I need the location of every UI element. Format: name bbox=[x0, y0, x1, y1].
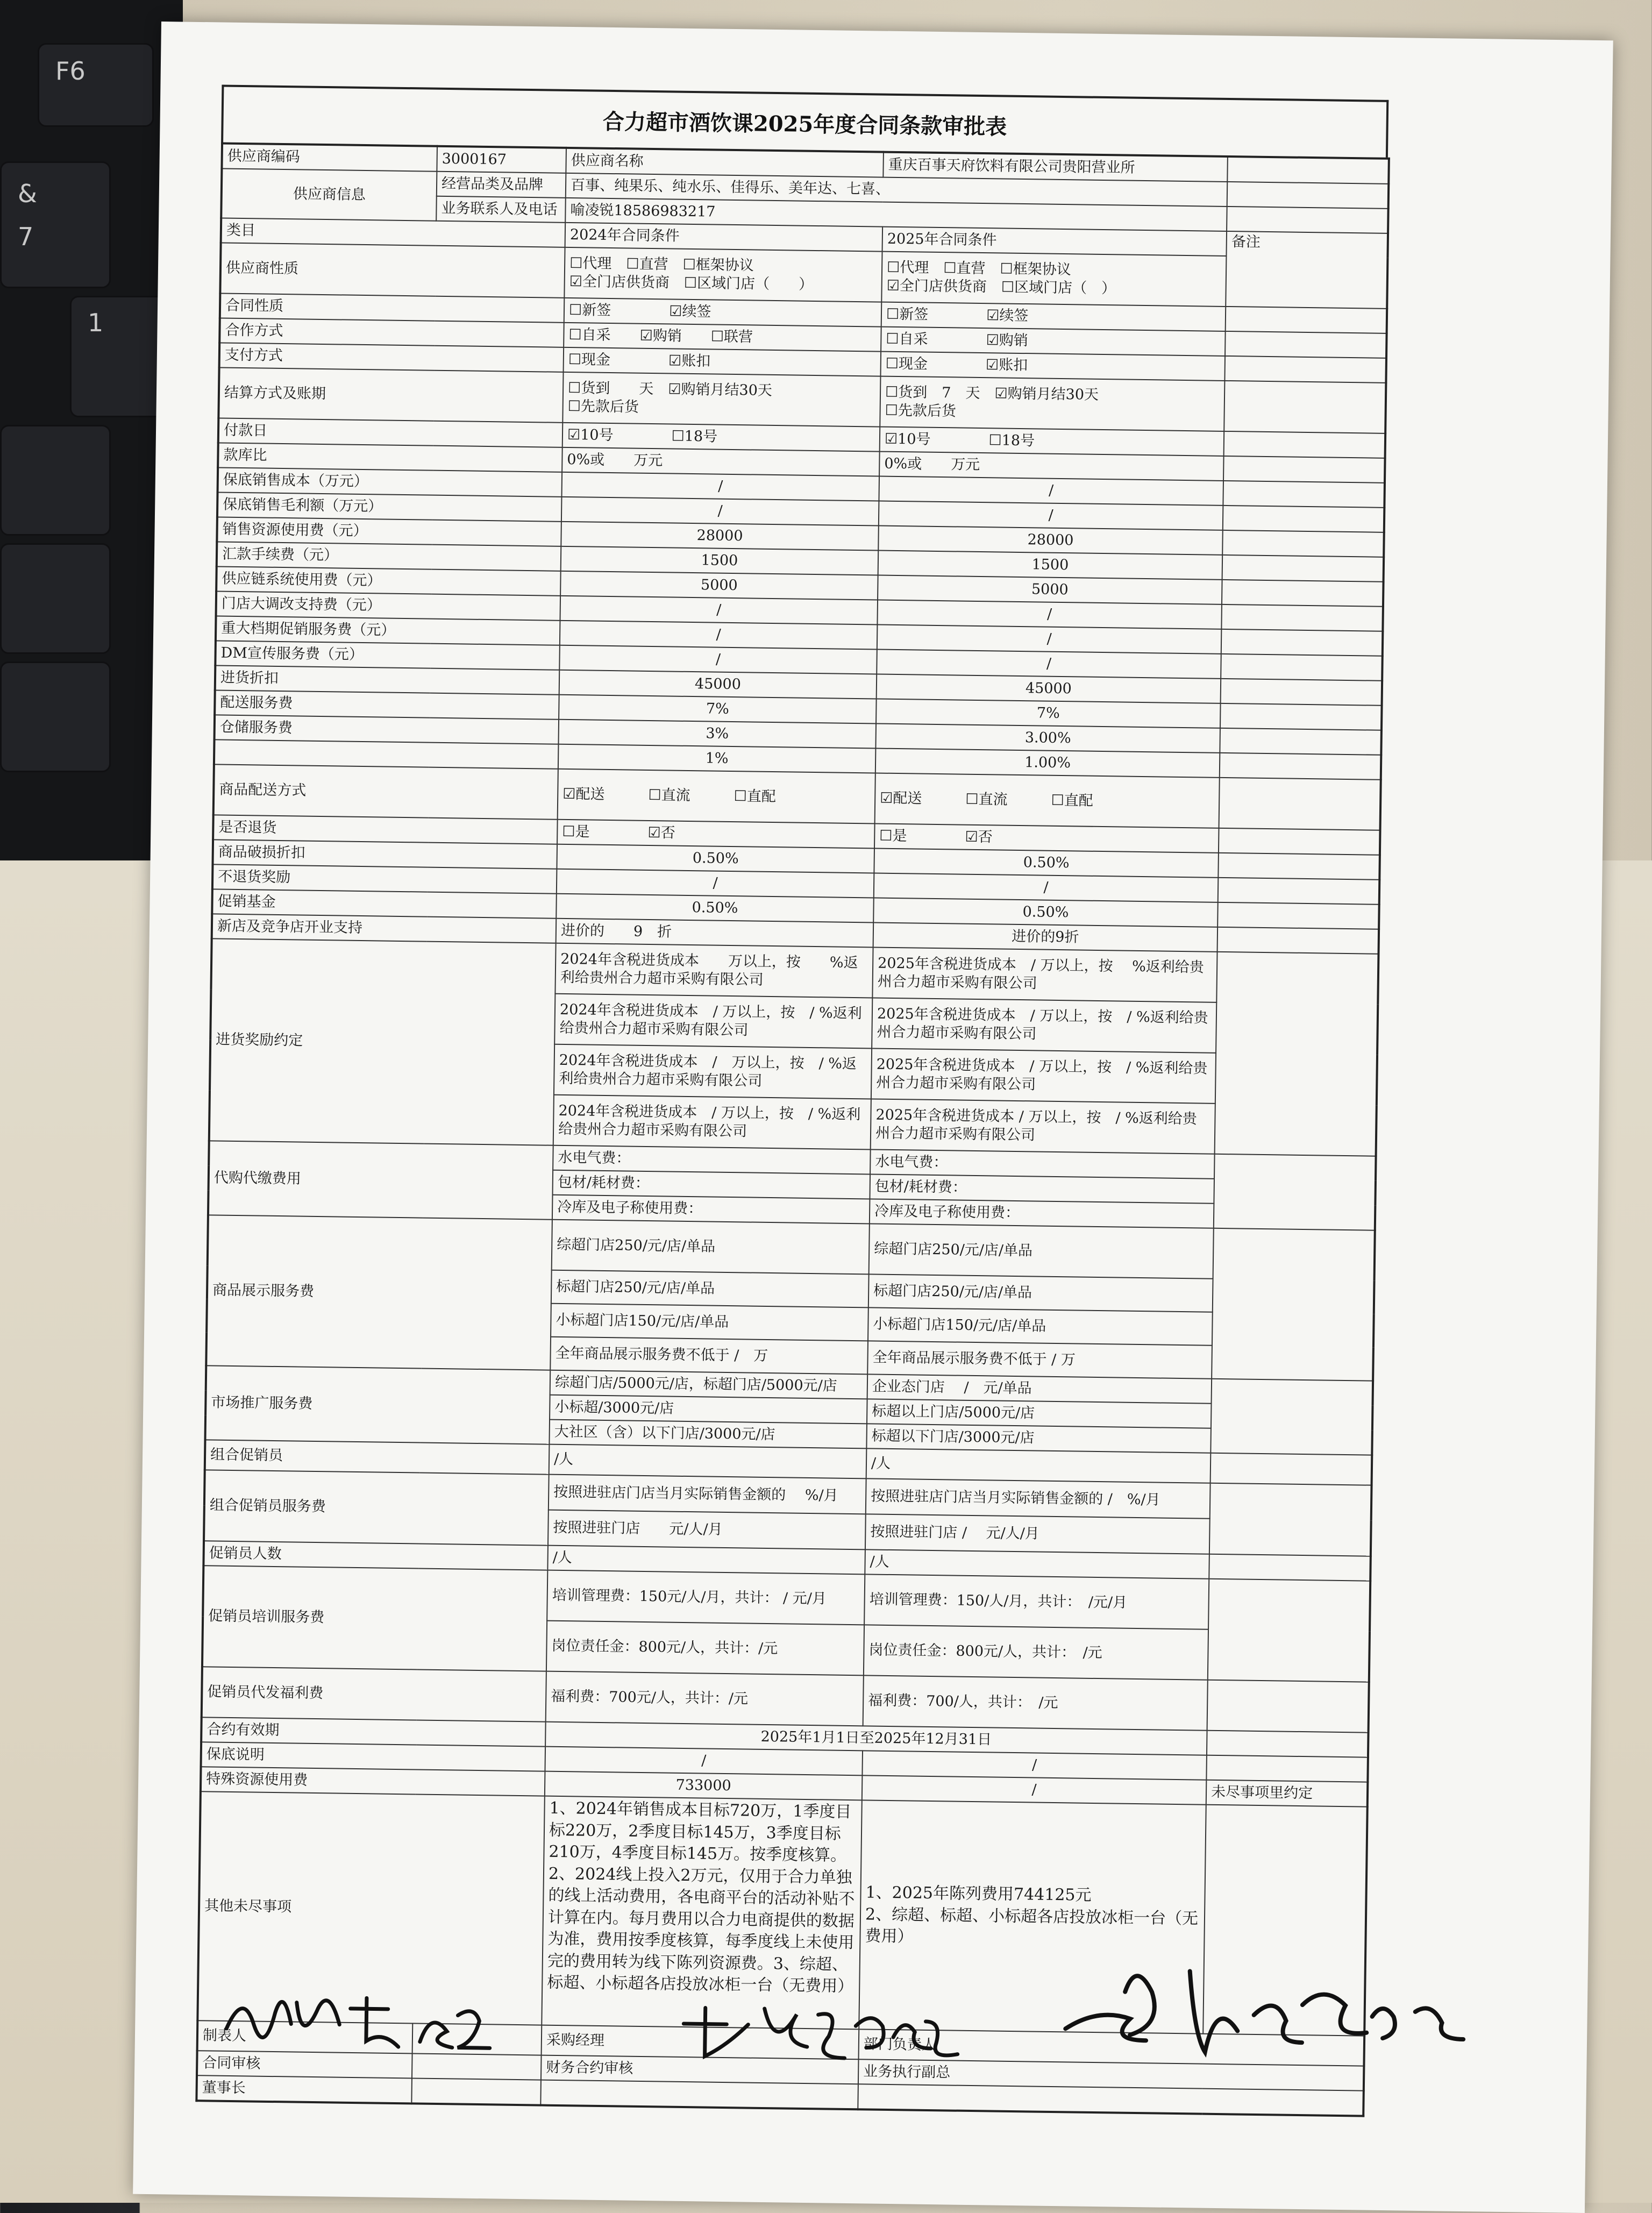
row-label: 促销基金 bbox=[212, 889, 557, 918]
rebate-2024: 2024年含税进货成本 / 万以上，按 / %返利给贵州合力超市采购有限公司 bbox=[554, 994, 872, 1049]
blank-cell bbox=[1209, 1483, 1372, 1556]
blank-cell bbox=[1221, 654, 1383, 681]
value-2025: 0.50% bbox=[874, 848, 1219, 877]
market-2024: 综超门店/5000元/店，标超门店/5000元/店 bbox=[550, 1370, 868, 1399]
key-one-label: 1 bbox=[88, 308, 104, 337]
supplier-code-label: 供应商编码 bbox=[222, 143, 437, 171]
row-label: 供应链系统使用费（元） bbox=[216, 566, 561, 595]
value-2024: ☐现金 ☑账扣 bbox=[564, 347, 881, 376]
nature-2024-line2: ☑全门店供货商 ☐区域门店（ ） bbox=[569, 273, 814, 293]
blank-cell bbox=[1207, 1731, 1369, 1757]
market-2025: 企业态门店 / 元/单品 bbox=[867, 1374, 1212, 1403]
promoter-fee-label: 组合促销员服务费 bbox=[204, 1470, 549, 1545]
blank-cell bbox=[1224, 431, 1386, 458]
category-header: 类目 bbox=[221, 218, 566, 247]
key-row bbox=[0, 425, 111, 536]
brands-label: 经营品类及品牌 bbox=[437, 172, 566, 198]
welfare-2025: 福利费：700/人，共计： /元 bbox=[863, 1675, 1208, 1730]
value-2024: / bbox=[561, 472, 879, 501]
row-label: 合作方式 bbox=[219, 318, 564, 347]
training-2025: 岗位责任金：800元/人，共计： /元 bbox=[864, 1625, 1208, 1680]
value-2025: / bbox=[877, 650, 1221, 679]
blank-cell bbox=[1222, 530, 1384, 557]
value-2024: / bbox=[559, 645, 877, 674]
value-2024: / bbox=[557, 869, 874, 898]
display-label: 商品展示服务费 bbox=[206, 1215, 552, 1370]
display-2025: 标超门店250/元/店/单品 bbox=[868, 1274, 1213, 1312]
value-2025: / bbox=[877, 600, 1222, 629]
header-2024: 2024年合同条件 bbox=[565, 223, 883, 252]
guarantee-2024: / bbox=[545, 1747, 863, 1776]
rebate-2024: 2024年含税进货成本 / 万以上，按 / %返利给贵州合力超市采购有限公司 bbox=[554, 1044, 872, 1099]
display-2025: 全年商品展示服务费不低于 / 万 bbox=[867, 1341, 1212, 1378]
blank-cell bbox=[1214, 1154, 1376, 1230]
value-2024: 0.50% bbox=[556, 894, 874, 923]
other-2025: 1、2025年陈列费用744125元 2、综超、标超、小标超各店投放冰柜一台（无费用） bbox=[859, 1800, 1206, 2033]
promoter-2024: /人 bbox=[549, 1445, 867, 1479]
blank-cell bbox=[1221, 604, 1383, 631]
agency-label: 代购代缴费用 bbox=[208, 1141, 553, 1219]
rebate-2024: 2024年含税进货成本 万以上，按 %返利给贵州合力超市采购有限公司 bbox=[555, 943, 873, 998]
blank-cell bbox=[1218, 853, 1380, 880]
remark-header: 备注 bbox=[1226, 231, 1388, 309]
nature-2024 bbox=[564, 247, 882, 302]
blank-cell bbox=[1220, 753, 1382, 780]
blank-cell bbox=[1219, 778, 1381, 830]
value-2024: 7% bbox=[559, 695, 877, 724]
value-2025: 7% bbox=[876, 699, 1221, 728]
return-2025: ☐是 ☑否 bbox=[874, 823, 1219, 852]
blank-cell bbox=[1224, 356, 1386, 383]
blank-cell bbox=[1206, 1755, 1368, 1782]
promoter-count-2025: /人 bbox=[865, 1549, 1209, 1578]
display-2024: 标超门店250/元/店/单品 bbox=[551, 1270, 869, 1308]
value-2025: 28000 bbox=[878, 526, 1223, 555]
agency-2025: 包材/耗材费： bbox=[870, 1174, 1214, 1203]
supplier-name-label: 供应商名称 bbox=[566, 148, 884, 177]
rebate-label: 进货奖励约定 bbox=[209, 938, 556, 1145]
blank-cell bbox=[1225, 331, 1387, 358]
display-2025: 小标超门店150/元/店/单品 bbox=[868, 1307, 1213, 1345]
rebate-2024: 2024年含税进货成本 / 万以上，按 / %返利给贵州合力超市采购有限公司 bbox=[553, 1095, 871, 1150]
blank-cell bbox=[1223, 456, 1385, 483]
new-store-label: 新店及竞争店开业支持 bbox=[212, 914, 557, 943]
rebate-2025: 2025年含税进货成本 / 万以上，按 / %返利给贵州合力超市采购有限公司 bbox=[871, 1048, 1216, 1103]
nature-label: 供应商性质 bbox=[220, 243, 565, 297]
key-row bbox=[0, 543, 111, 654]
value-2024: ☐新签 ☑续签 bbox=[564, 298, 882, 327]
value-2024: 28000 bbox=[561, 522, 879, 551]
value-2024: 0.50% bbox=[557, 844, 874, 873]
value-2025: ☐新签 ☑续签 bbox=[881, 302, 1226, 331]
settle-2025-line1: ☐货到 7 天 ☑购销月结30天 bbox=[885, 383, 1099, 404]
value-2025: / bbox=[879, 476, 1223, 506]
agency-2024: 冷库及电子称使用费： bbox=[552, 1195, 870, 1224]
settle-2024 bbox=[562, 372, 880, 427]
row-label: 不退货奖励 bbox=[212, 864, 557, 893]
buyer-signature bbox=[672, 1991, 974, 2070]
return-label: 是否退货 bbox=[213, 815, 558, 844]
key-row bbox=[0, 661, 111, 772]
blank-cell bbox=[1217, 927, 1379, 954]
blank-cell bbox=[1227, 156, 1389, 184]
blank-cell bbox=[411, 2078, 541, 2105]
blank-cell bbox=[1210, 1379, 1373, 1455]
finance-label: 财务合约审核 bbox=[541, 2055, 859, 2084]
blank-cell bbox=[1227, 182, 1389, 209]
row-label: DM宣传服务费（元） bbox=[215, 641, 560, 670]
value-2024: ☐自采 ☑购销 ☐联营 bbox=[564, 323, 881, 352]
new-store-2025: 进价的9折 bbox=[873, 922, 1218, 951]
contract-label: 合同审核 bbox=[197, 2051, 412, 2078]
brands-value: 百事、纯果乐、纯水乐、佳得乐、美年达、七喜、 bbox=[566, 173, 1227, 207]
promoter-count-2024: /人 bbox=[547, 1546, 865, 1575]
pay-day-2024: ☑10号 ☐18号 bbox=[562, 423, 880, 452]
promoter-fee-2024: 按照进驻门店 元/人/月 bbox=[548, 1510, 866, 1550]
value-2025: 3.00% bbox=[875, 724, 1220, 753]
value-2024: 1% bbox=[558, 744, 876, 773]
agency-2024: 水电气费： bbox=[553, 1145, 871, 1175]
maker-label: 制表人 bbox=[197, 2020, 413, 2053]
blank-cell bbox=[1222, 580, 1384, 607]
row-label: 仓储服务费 bbox=[215, 715, 559, 744]
supplier-code: 3000167 bbox=[437, 146, 566, 173]
rebate-2025: 2025年含税进货成本 / 万以上，按 / %返利给贵州合力超市采购有限公司 bbox=[871, 1099, 1215, 1154]
row-label: 支付方式 bbox=[219, 343, 564, 372]
display-2024: 综超门店250/元/店/单品 bbox=[552, 1220, 870, 1275]
validity-label: 合约有效期 bbox=[201, 1717, 546, 1746]
blank-cell bbox=[1207, 1680, 1369, 1733]
special-2024: 733000 bbox=[545, 1771, 863, 1801]
promoter-label: 组合促销员 bbox=[205, 1440, 550, 1474]
value-2025: / bbox=[874, 873, 1219, 902]
welfare-label: 促销员代发福利费 bbox=[202, 1667, 546, 1721]
promoter-fee-2025: 按照进驻店门店当月实际销售金额的 / %/月 bbox=[866, 1478, 1210, 1518]
nature-2025 bbox=[881, 252, 1226, 307]
training-2024: 岗位责任金：800元/人，共计：/元 bbox=[546, 1621, 864, 1676]
row-label: 重大档期促销服务费（元） bbox=[216, 616, 560, 645]
key-f6 bbox=[38, 43, 154, 127]
blank-cell bbox=[1223, 481, 1385, 508]
pay-day-label: 付款日 bbox=[218, 418, 563, 447]
nature-2024-line1: ☐代理 ☐直营 ☐框架协议 bbox=[569, 255, 754, 274]
paper-sheet bbox=[133, 22, 1613, 2213]
value-2024: 45000 bbox=[559, 670, 877, 699]
value-2025: 0.50% bbox=[873, 898, 1218, 927]
blank-cell bbox=[1221, 629, 1383, 656]
row-label: 合同性质 bbox=[220, 293, 565, 322]
settle-2025-line2: ☐先款后货 bbox=[885, 402, 957, 420]
contact-value: 喻凌锐18586983217 bbox=[565, 198, 1227, 231]
row-label: 门店大调改支持费（元） bbox=[216, 591, 561, 620]
supplier-info-label: 供应商信息 bbox=[221, 168, 437, 220]
promoter-fee-2024: 按照进驻店门店当月实际销售金额的 %/月 bbox=[549, 1475, 866, 1514]
new-store-2024: 进价的 9 折 bbox=[556, 919, 874, 948]
key-f6-label: F6 bbox=[55, 56, 86, 86]
guarantee-label: 保底说明 bbox=[201, 1742, 546, 1771]
return-2024: ☐是 ☑否 bbox=[557, 820, 875, 849]
blank-cell bbox=[1215, 952, 1379, 1156]
key-seven-label: 7 bbox=[18, 222, 34, 251]
market-2025: 标超以上门店/5000元/店 bbox=[867, 1399, 1212, 1428]
value-2025: 45000 bbox=[877, 674, 1221, 703]
blank-cell bbox=[1227, 207, 1388, 233]
stock-ratio-2025: 0%或 万元 bbox=[879, 452, 1224, 481]
row-label: 保底销售成本（万元） bbox=[218, 467, 562, 496]
rebate-2025: 2025年含税进货成本 / 万以上，按 %返利给贵州合力超市采购有限公司 bbox=[872, 947, 1217, 1002]
value-2025: / bbox=[877, 625, 1222, 654]
row-label: 商品破损折扣 bbox=[212, 839, 557, 869]
value-2025: ☐自采 ☑购销 bbox=[881, 327, 1226, 356]
value-2025: ☐现金 ☑账扣 bbox=[880, 352, 1225, 381]
training-2025: 培训管理费：150/人/月，共计： /元/月 bbox=[864, 1574, 1209, 1629]
blank-cell bbox=[1217, 902, 1379, 929]
display-2025: 综超门店250/元/店/单品 bbox=[869, 1223, 1214, 1278]
row-label: 保底销售毛利额（万元） bbox=[217, 492, 562, 521]
blank-cell bbox=[1226, 307, 1387, 333]
blank-cell bbox=[1222, 555, 1384, 582]
training-2024: 培训管理费：150元/人/月，共计： / 元/月 bbox=[547, 1570, 865, 1625]
market-2024: 小标超/3000元/店 bbox=[550, 1395, 867, 1424]
promoter-fee-2025: 按照进驻门店 / 元/人/月 bbox=[865, 1514, 1210, 1554]
contact-label: 业务联系人及电话 bbox=[436, 196, 566, 223]
buyer-label: 采购经理 bbox=[542, 2025, 859, 2060]
blank-cell bbox=[1210, 1453, 1372, 1485]
special-2025: / bbox=[862, 1775, 1207, 1804]
row-label bbox=[214, 739, 559, 768]
settle-2024-line1: ☐货到 天 ☑购销月结30天 bbox=[567, 380, 773, 400]
guarantee-2025: / bbox=[862, 1751, 1207, 1780]
blank-cell bbox=[1212, 1228, 1375, 1381]
value-2024: 1500 bbox=[561, 546, 879, 575]
delivery-label: 商品配送方式 bbox=[213, 764, 558, 819]
market-2025: 标超以下门店/3000元/店 bbox=[866, 1424, 1211, 1453]
blank-cell bbox=[1219, 828, 1380, 855]
agency-2024: 包材/耗材费： bbox=[553, 1170, 871, 1199]
stock-ratio-2024: 0%或 万元 bbox=[562, 447, 880, 476]
row-label: 销售资源使用费（元） bbox=[217, 517, 561, 546]
maker-signature bbox=[216, 1980, 518, 2059]
special-label: 特殊资源使用费 bbox=[201, 1767, 545, 1796]
promoter-2025: /人 bbox=[866, 1448, 1211, 1483]
nature-2025-line1: ☐代理 ☐直营 ☐框架协议 bbox=[886, 259, 1071, 279]
blank-cell bbox=[540, 2080, 858, 2110]
stock-ratio-label: 款库比 bbox=[218, 443, 562, 472]
delivery-2025: ☑配送 ☐直流 ☐直配 bbox=[875, 773, 1220, 828]
value-2024: 3% bbox=[558, 720, 876, 749]
row-label: 汇款手续费（元） bbox=[217, 542, 561, 571]
market-2024: 大社区（含）以下门店/3000元/店 bbox=[549, 1420, 867, 1449]
training-label: 促销员培训服务费 bbox=[202, 1566, 547, 1671]
supplier-name: 重庆百事天府饮料有限公司贵阳营业所 bbox=[883, 152, 1228, 182]
blank-cell bbox=[1221, 679, 1383, 706]
display-2024: 小标超门店150/元/店/单品 bbox=[551, 1304, 868, 1341]
row-label: 进货折扣 bbox=[215, 665, 560, 694]
value-2025: 5000 bbox=[878, 575, 1222, 604]
blank-cell bbox=[1220, 703, 1382, 730]
other-label: 其他未尽事项 bbox=[197, 1791, 545, 2025]
value-2024: / bbox=[560, 621, 878, 650]
blank-cell bbox=[1223, 506, 1385, 532]
blank-cell bbox=[1209, 1554, 1371, 1581]
validity-value: 2025年1月1日至2025年12月31日 bbox=[545, 1722, 1207, 1755]
dept-label: 部门负责人 bbox=[859, 2029, 1365, 2066]
blank-cell bbox=[1208, 1579, 1370, 1682]
row-label: 配送服务费 bbox=[215, 690, 559, 719]
pay-day-2025: ☑10号 ☐18号 bbox=[880, 427, 1224, 456]
key-amp-label: & bbox=[18, 179, 37, 208]
other-2024: 1、2024年销售成本目标720万，1季度目标220万，2季度目标145万，3季度目标210万，4季度目标145万。按季度核算。2、2024线上投入2万元，仅用于合力单独的线上活动费用，各电商平台的活动补贴不计算在内。每月费用以合力电商提供的数据为准，费用按季度核算，每季度线上未使用完的费用转为线下陈列资源费。3、综超、标超、小标超各店投放冰柜一台（无费用） bbox=[542, 1796, 862, 2030]
blank-cell bbox=[1224, 381, 1386, 433]
value-2024: 5000 bbox=[560, 571, 878, 600]
market-label: 市场推广服务费 bbox=[205, 1365, 550, 1444]
chair-label: 董事长 bbox=[196, 2075, 412, 2103]
display-2024: 全年商品展示服务费不低于 / 万 bbox=[550, 1337, 868, 1375]
rebate-2025: 2025年含税进货成本 / 万以上，按 / %返利给贵州合力超市采购有限公司 bbox=[872, 998, 1216, 1052]
approval-form bbox=[195, 84, 1388, 2117]
blank-cell bbox=[1218, 878, 1380, 905]
header-2025: 2025年合同条件 bbox=[882, 227, 1227, 256]
settle-2024-line2: ☐先款后货 bbox=[567, 397, 639, 416]
agency-2025: 水电气费： bbox=[870, 1149, 1215, 1178]
value-2025: / bbox=[879, 501, 1223, 530]
form-title: 合力超市酒饮课2025年度合同条款审批表 bbox=[221, 84, 1388, 157]
exec-label: 业务执行副总 bbox=[858, 2059, 1364, 2090]
promoter-count-label: 促销员人数 bbox=[203, 1541, 548, 1570]
key-7 bbox=[0, 161, 111, 288]
nature-2025-line2: ☑全门店供货商 ☐区域门店（ ） bbox=[886, 277, 1116, 297]
dept-signature bbox=[1049, 1948, 1480, 2072]
agency-2025: 冷库及电子称使用费： bbox=[870, 1199, 1214, 1228]
delivery-2024: ☑配送 ☐直流 ☐直配 bbox=[558, 769, 875, 824]
value-2025: 1500 bbox=[878, 551, 1223, 580]
welfare-2024: 福利费：700元/人，共计：/元 bbox=[546, 1671, 864, 1726]
value-2025: 1.00% bbox=[875, 749, 1220, 778]
settle-label: 结算方式及账期 bbox=[218, 367, 563, 422]
value-2024: / bbox=[560, 596, 878, 625]
value-2024: / bbox=[561, 497, 879, 526]
form-table bbox=[195, 142, 1390, 2117]
blank-cell bbox=[1220, 728, 1382, 755]
special-remark: 未尽事项里约定 bbox=[1206, 1780, 1368, 1807]
settle-2025 bbox=[880, 376, 1224, 431]
